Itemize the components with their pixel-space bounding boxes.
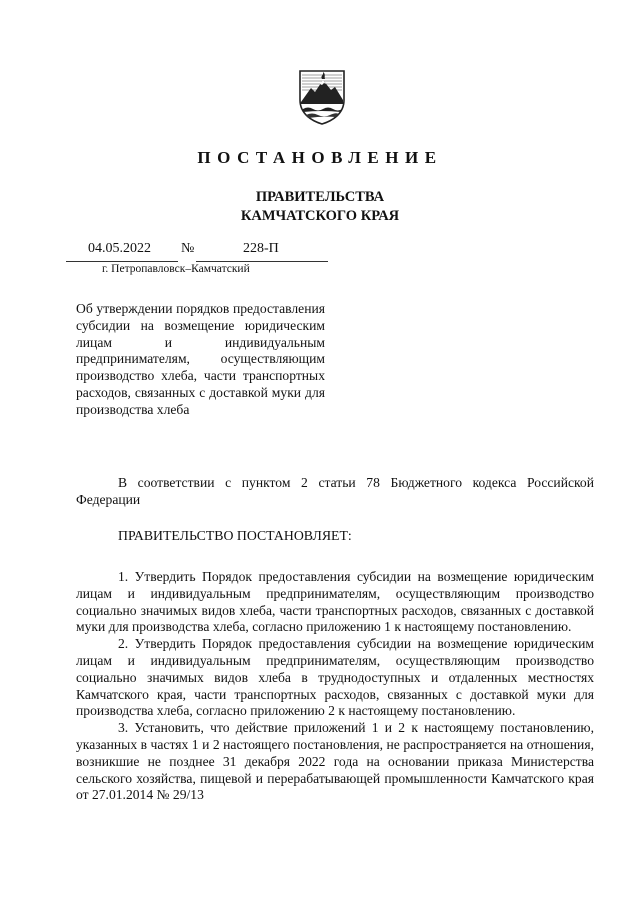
document-place: г. Петропавловск–Камчатский [102, 263, 250, 275]
authority-line-1: ПРАВИТЕЛЬСТВА [255, 189, 385, 205]
authority-line-2: КАМЧАТСКОГО КРАЯ [240, 208, 400, 224]
decree-item-1: 1. Утвердить Порядок предоставления субсидии на возмещение юридическим лицам и индивидуальным предпринимателям, осуществляющим производство социально значимых видов хлеба, части транспортных расходов, связанных с доставкой муки для производства хлеба, согласно приложению 1 к настоящему постановлению. [76, 569, 594, 635]
document-subject: Об утверждении порядков предоставления субсидии на возмещение юридическим лицам и индивидуальным предпринимателям, осуществляющим производство хлеба, части транспортных расходов, связанных с доставкой муки для производства хлеба [76, 301, 325, 417]
date-underline [66, 261, 178, 262]
document-number: 228-П [243, 241, 279, 256]
issuing-authority [0, 188, 640, 226]
decree-heading: ПРАВИТЕЛЬСТВО ПОСТАНОВЛЯЕТ: [118, 528, 352, 543]
decree-item-3: 3. Установить, что действие приложений 1 и 2 к настоящему постановлению, указанных в частях 1 и 2 настоящего постановления, не распространяется на отношения, возникшие не позднее 31 декабря 2022 года на основании приказа Министерства сельского хозяйства, пищевой и перерабатывающей промышленности Камчатского края от 27.01.2014 № 29/13 [76, 720, 594, 803]
number-sign: № [181, 241, 195, 256]
document-date: 04.05.2022 [88, 241, 151, 256]
decree-items [76, 569, 594, 804]
legal-basis-paragraph: В соответствии с пунктом 2 статьи 78 Бюджетного кодекса Российской Федерации [76, 475, 594, 507]
decree-item-2: 2. Утвердить Порядок предоставления субсидии на возмещение юридическим лицам и индивидуальным предпринимателям, осуществляющим производство социально значимых видов хлеба в труднодоступных и отдаленных местностях Камчатского края, части транспортных расходов, связанных с доставкой муки для производства хлеба, согласно приложению 2 к настоящему постановлению. [76, 636, 594, 719]
number-underline [196, 261, 328, 262]
document-type-title: ПОСТАНОВЛЕНИЕ [197, 148, 443, 167]
coat-of-arms-icon [296, 68, 348, 126]
